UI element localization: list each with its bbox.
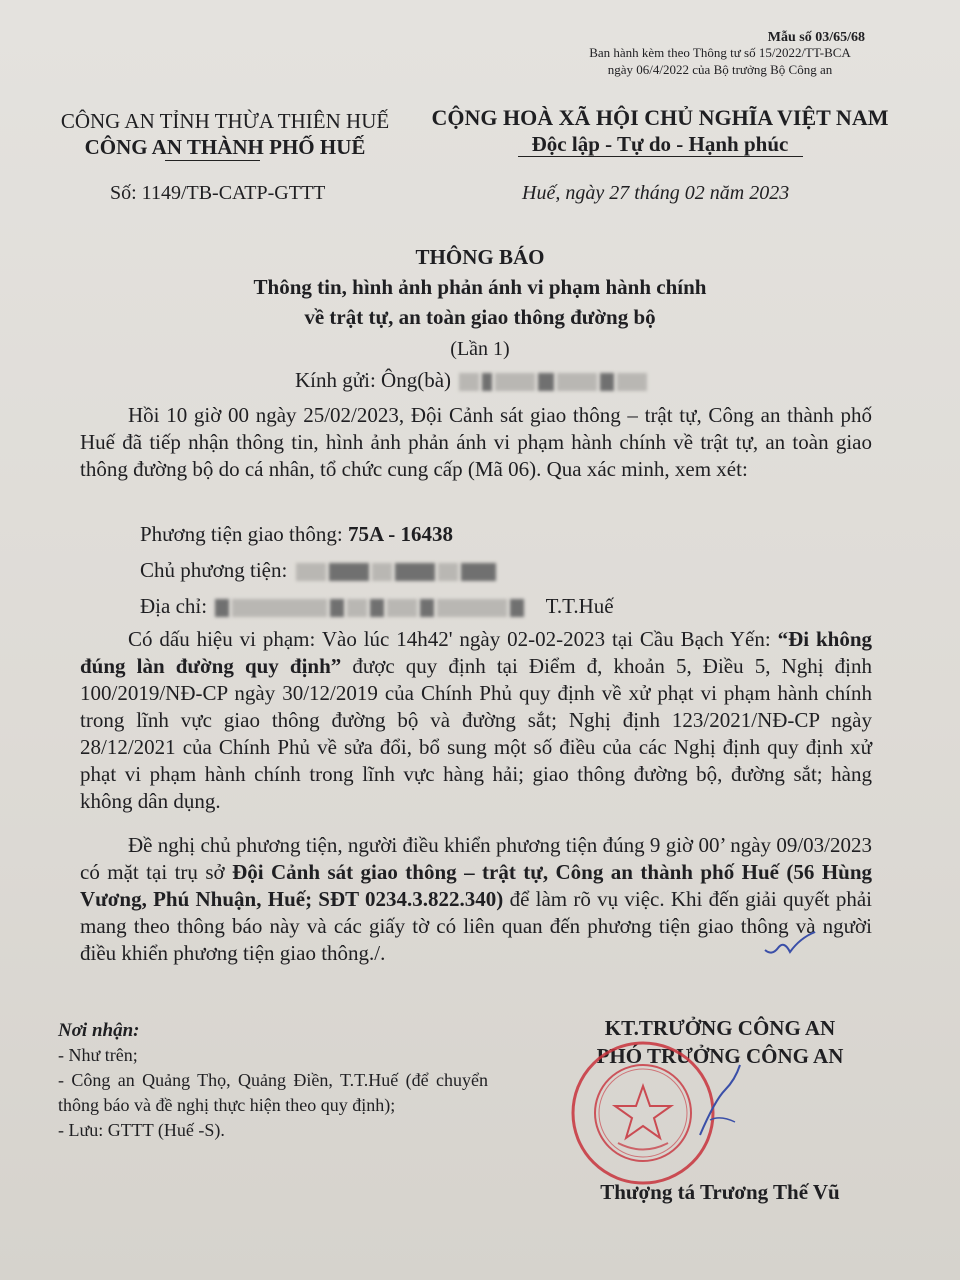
edition-label: (Lần 1) — [450, 338, 510, 360]
issued-note — [560, 44, 880, 78]
handwritten-signature-icon — [690, 1060, 750, 1140]
document-number: Số: 1149/TB-CATP-GTTT — [110, 182, 326, 204]
request-paragraph — [80, 832, 872, 967]
request-rest: để làm rõ vụ việc. Khi đến giải quyết phải mang theo thông báo này và các giấy tờ có liên quan đến phương tiện giao thông và người điều khiển phương tiện giao thông./. — [80, 887, 873, 965]
redacted-address — [420, 599, 434, 617]
redacted-address — [437, 599, 507, 617]
signature-title-2: PHÓ TRƯỞNG CÔNG AN — [596, 1044, 844, 1068]
request-lead: Đề nghị chủ phương tiện, người điều khiển phương tiện đúng 9 giờ 00’ ngày 09/03/2023 có mặt tại trụ sở — [80, 833, 872, 884]
recipient-item: - Như trên; — [58, 1045, 138, 1065]
pen-check-mark — [760, 930, 820, 960]
recipient-label: Kính gửi: Ông(bà) — [295, 368, 452, 392]
intro-text: Hồi 10 giờ 00 ngày 25/02/2023, Đội Cảnh sát giao thông – trật tự, Công an thành phố Huế đã tiếp nhận thông tin, hình ảnh phản ánh vi phạm hành chính về trật tự, an toàn giao thông đường bộ do cá nhân, tổ chức cung cấp (Mã 06). Qua xác minh, xem xét: — [80, 403, 872, 481]
recipient-line — [295, 368, 647, 393]
request-place: Đội Cảnh sát giao thông – trật tự, Công an thành phố Huế (56 Hùng Vương, Phú Nhuận, Huế; SĐT 0234.3.822.340) — [80, 860, 873, 911]
address-label: Địa chỉ: — [140, 594, 208, 618]
agency-line-1: CÔNG AN TỈNH THỪA THIÊN HUẾ — [60, 109, 390, 133]
nation-line-1: CỘNG HOÀ XÃ HỘI CHỦ NGHĨA VIỆT NAM — [431, 105, 889, 130]
redacted-name — [538, 373, 554, 391]
title-sub-1: Thông tin, hình ảnh phản ánh vi phạm hành chính — [253, 275, 707, 299]
issued-line-2: ngày 06/4/2022 của Bộ trưởng Bộ Công an — [607, 62, 833, 77]
violation-paragraph — [80, 626, 872, 815]
address-field — [140, 594, 614, 619]
violation-name: “Đi không đúng làn đường quy định” — [80, 627, 873, 678]
redacted-owner — [329, 563, 369, 581]
redacted-address — [347, 599, 367, 617]
redacted-address — [330, 599, 344, 617]
redacted-owner — [438, 563, 458, 581]
redacted-owner — [395, 563, 435, 581]
violation-legal-basis: được quy định tại Điểm đ, khoản 5, Điều 5, Nghị định 100/2019/NĐ-CP ngày 30/12/2019 của Chính Phủ quy định về xử phạt vi phạm hành chính trong lĩnh vực giao thông đường bộ và đường sắt; Nghị định 123/2021/NĐ-CP ngày 28/12/2021 của Chính Phủ về sửa đổi, bổ sung một số điều của các Nghị định quy định xử phạt vi phạm hành chính trong lĩnh vực hàng hải; giao thông đường bộ, đường sắt; hàng không dân dụng. — [80, 654, 873, 813]
title-sub-2: về trật tự, an toàn giao thông đường bộ — [304, 305, 656, 329]
redacted-owner — [372, 563, 392, 581]
redacted-address — [370, 599, 384, 617]
agency-line-2: CÔNG AN THÀNH PHỐ HUẾ — [84, 135, 366, 159]
redacted-name — [557, 373, 597, 391]
redacted-name — [459, 373, 479, 391]
issued-line-1: Ban hành kèm theo Thông tư số 15/2022/TT-BCA — [589, 45, 851, 60]
redacted-name — [617, 373, 647, 391]
issuing-agency — [30, 108, 420, 160]
owner-label: Chủ phương tiện: — [140, 558, 288, 582]
recipient-item: - Lưu: GTTT (Huế -S). — [58, 1120, 225, 1140]
document-title — [0, 242, 960, 332]
vehicle-label: Phương tiện giao thông: — [140, 522, 343, 546]
intro-paragraph — [80, 402, 872, 483]
redacted-address — [215, 599, 229, 617]
redacted-owner — [461, 563, 496, 581]
signer-name: Thượng tá Trương Thế Vũ — [600, 1180, 840, 1204]
form-number: Mẫu số 03/65/68 — [767, 30, 865, 45]
nation-motto: Độc lập - Tự do - Hạnh phúc — [531, 132, 789, 156]
recipients-heading: Nơi nhận: — [58, 1020, 140, 1041]
vehicle-field — [140, 522, 453, 547]
agency-underline — [165, 160, 260, 161]
redacted-address — [387, 599, 417, 617]
redacted-address — [232, 599, 327, 617]
vehicle-plate: 75A - 16438 — [347, 522, 453, 546]
national-header — [420, 104, 900, 158]
recipient-item: - Công an Quảng Thọ, Quảng Điền, T.T.Huế (để chuyển thông báo và đề nghị thực hiện theo quy định); — [58, 1070, 488, 1115]
title-main: THÔNG BÁO — [415, 245, 545, 269]
document-date: Huế, ngày 27 tháng 02 năm 2023 — [522, 182, 790, 204]
redacted-owner — [296, 563, 326, 581]
owner-field — [140, 558, 496, 583]
redacted-address — [510, 599, 524, 617]
address-province: T.T.Huế — [545, 594, 614, 618]
redacted-name — [482, 373, 492, 391]
motto-underline — [518, 156, 803, 157]
recipients-block — [58, 1018, 488, 1143]
signature-title-1: KT.TRƯỞNG CÔNG AN — [604, 1016, 836, 1040]
violation-lead: Có dấu hiệu vi phạm: Vào lúc 14h42' ngày 02-02-2023 tại Cầu Bạch Yến: — [128, 627, 771, 651]
redacted-name — [495, 373, 535, 391]
redacted-name — [600, 373, 614, 391]
